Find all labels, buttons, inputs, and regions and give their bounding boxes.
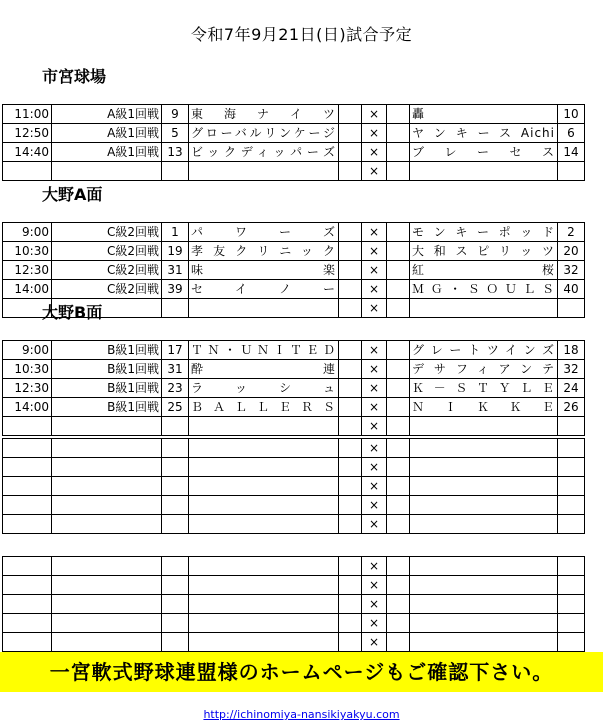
table-row <box>3 595 585 614</box>
blank-cell <box>387 458 410 477</box>
blank-cell <box>339 280 362 299</box>
away-number <box>558 417 585 436</box>
match-class <box>52 515 162 534</box>
home-number: 1 <box>162 223 189 242</box>
blank-cell <box>387 261 410 280</box>
home-number <box>162 576 189 595</box>
home-number: 5 <box>162 124 189 143</box>
away-team <box>410 557 558 576</box>
table-row <box>3 576 585 595</box>
away-number <box>558 477 585 496</box>
vs-mark: × <box>362 223 387 242</box>
vs-mark: × <box>362 477 387 496</box>
away-team: ＭＧ・ＳＯＵＬＳ <box>410 280 558 299</box>
home-team <box>189 417 339 436</box>
home-number <box>162 557 189 576</box>
blank-cell <box>339 341 362 360</box>
table-row <box>3 379 585 398</box>
table-row <box>3 360 585 379</box>
match-class: B級1回戦 <box>52 398 162 417</box>
blank-cell <box>339 496 362 515</box>
match-class: A級1回戦 <box>52 105 162 124</box>
vs-mark: × <box>362 398 387 417</box>
away-number <box>558 557 585 576</box>
match-time <box>3 576 52 595</box>
table-row <box>3 143 585 162</box>
venue-title: 大野B面 <box>42 303 103 322</box>
blank-cell <box>339 458 362 477</box>
home-team <box>189 299 339 318</box>
table-row <box>3 496 585 515</box>
away-team <box>410 417 558 436</box>
table-row <box>3 341 585 360</box>
blank-cell <box>339 633 362 652</box>
home-number <box>162 633 189 652</box>
vs-mark: × <box>362 280 387 299</box>
blank-cell <box>387 417 410 436</box>
away-number <box>558 439 585 458</box>
match-time <box>3 515 52 534</box>
blank-cell <box>387 341 410 360</box>
blank-cell <box>387 280 410 299</box>
blank-cell <box>339 261 362 280</box>
home-number <box>162 515 189 534</box>
home-team <box>189 439 339 458</box>
home-team: パ ワ ー ズ <box>189 223 339 242</box>
blank-cell <box>339 595 362 614</box>
home-team <box>189 557 339 576</box>
away-number <box>558 458 585 477</box>
match-time: 9:00 <box>3 223 52 242</box>
vs-mark: × <box>362 439 387 458</box>
blank-cell <box>339 162 362 181</box>
away-number: 2 <box>558 223 585 242</box>
vs-mark: × <box>362 143 387 162</box>
vs-mark: × <box>362 557 387 576</box>
match-time <box>3 439 52 458</box>
away-number <box>558 299 585 318</box>
blank-cell <box>387 496 410 515</box>
vs-mark: × <box>362 341 387 360</box>
match-class <box>52 417 162 436</box>
match-time <box>3 417 52 436</box>
away-number <box>558 576 585 595</box>
away-team <box>410 477 558 496</box>
home-team: ＴＮ・ＵＮＩＴＥＤ <box>189 341 339 360</box>
away-team <box>410 614 558 633</box>
home-team <box>189 477 339 496</box>
away-team <box>410 458 558 477</box>
match-class <box>52 557 162 576</box>
home-number: 23 <box>162 379 189 398</box>
home-number <box>162 595 189 614</box>
away-team <box>410 515 558 534</box>
venue-title: 市宮球場 <box>42 67 107 86</box>
match-class <box>52 614 162 633</box>
match-time <box>3 477 52 496</box>
match-class <box>52 595 162 614</box>
table-row <box>3 105 585 124</box>
home-team <box>189 595 339 614</box>
match-time: 14:00 <box>3 280 52 299</box>
vs-mark: × <box>362 379 387 398</box>
away-number <box>558 595 585 614</box>
blank-cell <box>339 360 362 379</box>
vs-mark: × <box>362 261 387 280</box>
away-team <box>410 439 558 458</box>
blank-cell <box>339 223 362 242</box>
match-time: 12:30 <box>3 379 52 398</box>
away-team: デサフィアンテ <box>410 360 558 379</box>
table-row <box>3 242 585 261</box>
vs-mark: × <box>362 162 387 181</box>
vs-mark: × <box>362 515 387 534</box>
blank-cell <box>387 299 410 318</box>
blank-cell <box>339 105 362 124</box>
away-number <box>558 515 585 534</box>
home-number: 13 <box>162 143 189 162</box>
match-time: 10:30 <box>3 242 52 261</box>
blank-cell <box>387 477 410 496</box>
match-class: B級1回戦 <box>52 341 162 360</box>
away-number: 40 <box>558 280 585 299</box>
table-row <box>3 477 585 496</box>
vs-mark: × <box>362 299 387 318</box>
blank-cell <box>387 379 410 398</box>
home-team: 味 楽 <box>189 261 339 280</box>
match-time: 10:30 <box>3 360 52 379</box>
match-class: B級1回戦 <box>52 379 162 398</box>
table-row <box>3 162 585 181</box>
home-number <box>162 477 189 496</box>
match-time: 11:00 <box>3 105 52 124</box>
table-row <box>3 124 585 143</box>
notice-banner: 一宮軟式野球連盟様のホームページもご確認下さい。 <box>0 652 603 692</box>
blank-cell <box>339 299 362 318</box>
match-class <box>52 477 162 496</box>
blank-cell <box>387 162 410 181</box>
table-row <box>3 223 585 242</box>
away-number: 10 <box>558 105 585 124</box>
blank-cell <box>339 557 362 576</box>
table-row <box>3 458 585 477</box>
blank-cell <box>387 398 410 417</box>
table-row <box>3 417 585 436</box>
blank-cell <box>387 557 410 576</box>
schedule-table <box>2 556 585 652</box>
home-team: ラ ッ シ ュ <box>189 379 339 398</box>
blank-cell <box>339 477 362 496</box>
away-team: ヤンキースAichi <box>410 124 558 143</box>
blank-cell <box>339 398 362 417</box>
away-team: ブ レ ー セ ス <box>410 143 558 162</box>
away-team: グレートツインズ <box>410 341 558 360</box>
away-number: 14 <box>558 143 585 162</box>
away-number: 32 <box>558 360 585 379</box>
home-number <box>162 299 189 318</box>
home-number: 31 <box>162 261 189 280</box>
blank-cell <box>339 417 362 436</box>
home-team: ＢＡＬＬＥＲＳ <box>189 398 339 417</box>
vs-mark: × <box>362 242 387 261</box>
away-team: 轟 <box>410 105 558 124</box>
home-number: 39 <box>162 280 189 299</box>
match-time: 14:40 <box>3 143 52 162</box>
away-number: 26 <box>558 398 585 417</box>
match-class <box>52 458 162 477</box>
away-team <box>410 576 558 595</box>
schedule-table <box>2 438 585 534</box>
match-class: A級1回戦 <box>52 143 162 162</box>
away-team <box>410 496 558 515</box>
blank-cell <box>339 515 362 534</box>
home-number: 25 <box>162 398 189 417</box>
table-row <box>3 398 585 417</box>
away-number <box>558 496 585 515</box>
blank-cell <box>339 143 362 162</box>
blank-cell <box>339 614 362 633</box>
table-row <box>3 614 585 633</box>
away-team: モンキーポッド <box>410 223 558 242</box>
vs-mark: × <box>362 417 387 436</box>
match-time <box>3 458 52 477</box>
schedule-table <box>2 104 585 181</box>
away-number <box>558 162 585 181</box>
page-title: 令和7年9月21日(日)試合予定 <box>190 25 413 44</box>
home-number <box>162 458 189 477</box>
schedule-table <box>2 340 585 436</box>
away-number <box>558 614 585 633</box>
away-team <box>410 633 558 652</box>
match-class <box>52 576 162 595</box>
match-time: 14:00 <box>3 398 52 417</box>
table-row <box>3 261 585 280</box>
blank-cell <box>387 633 410 652</box>
match-class: C級2回戦 <box>52 223 162 242</box>
home-number <box>162 496 189 515</box>
away-number: 32 <box>558 261 585 280</box>
blank-cell <box>387 576 410 595</box>
vs-mark: × <box>362 614 387 633</box>
away-number: 6 <box>558 124 585 143</box>
away-team <box>410 595 558 614</box>
home-team <box>189 496 339 515</box>
vs-mark: × <box>362 595 387 614</box>
match-class <box>52 496 162 515</box>
blank-cell <box>387 223 410 242</box>
away-team: 大和スピリッツ <box>410 242 558 261</box>
table-row <box>3 280 585 299</box>
blank-cell <box>339 124 362 143</box>
match-time <box>3 614 52 633</box>
match-class: C級2回戦 <box>52 242 162 261</box>
away-number: 24 <box>558 379 585 398</box>
blank-cell <box>387 439 410 458</box>
match-time: 12:30 <box>3 261 52 280</box>
table-row <box>3 633 585 652</box>
away-team <box>410 299 558 318</box>
home-number: 9 <box>162 105 189 124</box>
match-class <box>52 633 162 652</box>
home-number: 19 <box>162 242 189 261</box>
table-row <box>3 439 585 458</box>
match-class: C級2回戦 <box>52 261 162 280</box>
homepage-link[interactable]: http://ichinomiya-nansikiyakyu.com <box>203 708 400 721</box>
table-row <box>3 557 585 576</box>
blank-cell <box>387 143 410 162</box>
match-class: C級2回戦 <box>52 280 162 299</box>
blank-cell <box>387 242 410 261</box>
home-number <box>162 614 189 633</box>
home-number <box>162 417 189 436</box>
home-team: セ イ ノ ー <box>189 280 339 299</box>
home-number <box>162 162 189 181</box>
vs-mark: × <box>362 105 387 124</box>
vs-mark: × <box>362 576 387 595</box>
home-team <box>189 614 339 633</box>
home-team <box>189 515 339 534</box>
match-time: 12:50 <box>3 124 52 143</box>
match-time <box>3 496 52 515</box>
blank-cell <box>339 576 362 595</box>
match-class <box>52 162 162 181</box>
match-time: 9:00 <box>3 341 52 360</box>
match-class <box>52 439 162 458</box>
blank-cell <box>387 515 410 534</box>
blank-cell <box>387 614 410 633</box>
blank-cell <box>387 124 410 143</box>
home-number <box>162 439 189 458</box>
vs-mark: × <box>362 458 387 477</box>
match-time <box>3 162 52 181</box>
blank-cell <box>339 242 362 261</box>
match-time <box>3 557 52 576</box>
away-team: 紅 桜 <box>410 261 558 280</box>
match-class: B級1回戦 <box>52 360 162 379</box>
home-team <box>189 633 339 652</box>
home-team: グローバルリンケージ <box>189 124 339 143</box>
match-class: A級1回戦 <box>52 124 162 143</box>
venue-title: 大野A面 <box>42 185 103 204</box>
table-row <box>3 515 585 534</box>
away-number <box>558 633 585 652</box>
home-number: 31 <box>162 360 189 379</box>
away-number: 18 <box>558 341 585 360</box>
home-team: 東 海 ナ イ ツ <box>189 105 339 124</box>
home-team <box>189 162 339 181</box>
vs-mark: × <box>362 360 387 379</box>
match-time <box>3 595 52 614</box>
away-number: 20 <box>558 242 585 261</box>
blank-cell <box>387 360 410 379</box>
home-team: ビックディッパーズ <box>189 143 339 162</box>
home-team <box>189 576 339 595</box>
away-team: Ｋ－ＳＴＹＬＥ <box>410 379 558 398</box>
home-team: 孝友クリニック <box>189 242 339 261</box>
away-team <box>410 162 558 181</box>
vs-mark: × <box>362 496 387 515</box>
blank-cell <box>387 595 410 614</box>
home-team: 酔 連 <box>189 360 339 379</box>
blank-cell <box>387 105 410 124</box>
away-team: ＮＩＫＫＥ <box>410 398 558 417</box>
blank-cell <box>339 439 362 458</box>
home-team <box>189 458 339 477</box>
vs-mark: × <box>362 633 387 652</box>
home-number: 17 <box>162 341 189 360</box>
blank-cell <box>339 379 362 398</box>
vs-mark: × <box>362 124 387 143</box>
match-time <box>3 633 52 652</box>
